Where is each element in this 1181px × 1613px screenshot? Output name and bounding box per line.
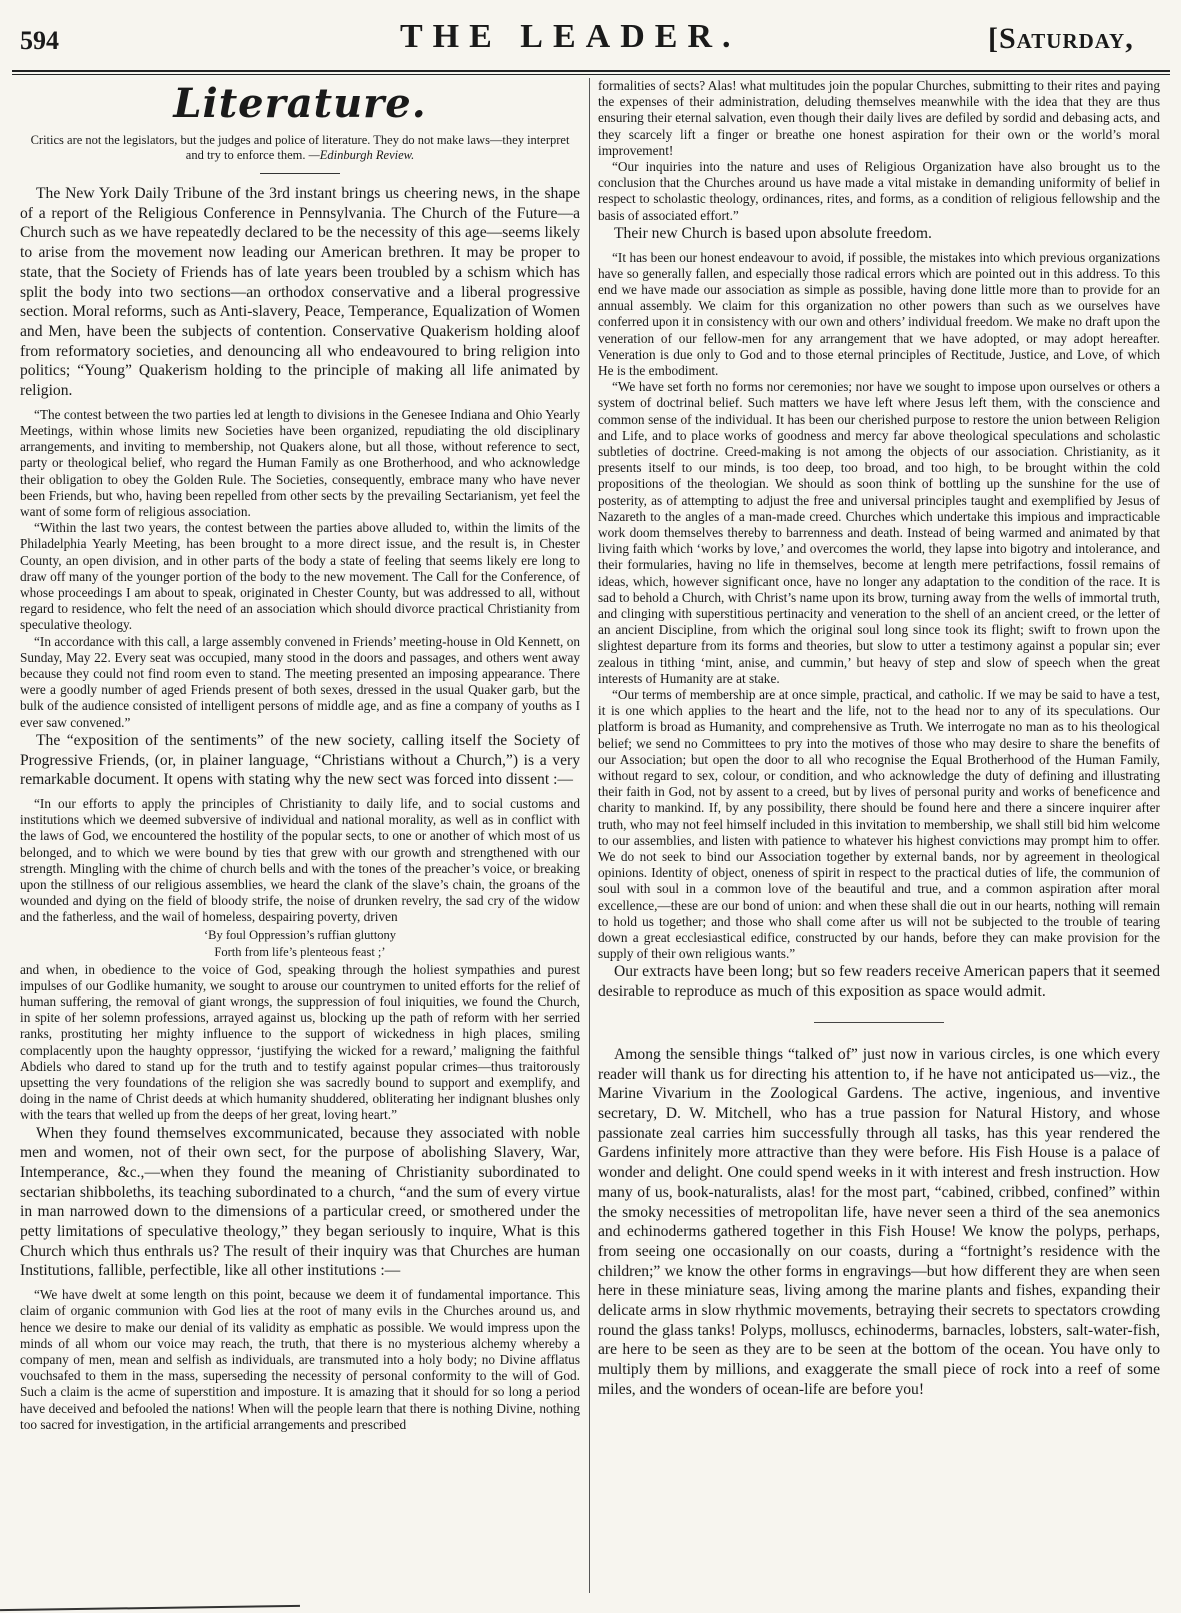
paragraph: and when, in obedience to the voice of God, speaking through the holiest sympathies and purest impulses of our Godlike humanity, we sought to arouse our countrymen to united efforts for the relief of human suffering, the removal of giant wrongs, the suppression of foul iniquities, we found the Church, in spite of her solemn professions, arrayed against us, blocking up the path of reform with her serried ranks, prostituting her mighty influence to the support of wickedness in high places, smiling complacently upon the haughty oppressor, ‘justifying the wicked for a reward,’ maligning the faithful Abdiels who dared to stand up for the truth and to testify against popular crimes—thus traitorously upsetting the very foundations of the religion she was sacredly bound to support and exemplify, and doing in the name of Christ deeds at which humanity shuddered, obliterating her indignant blushes only with the tears that welled up from the deeps of her great, loving heart.” (20, 961, 580, 1123)
verse-line: Forth from life’s plenteous feast ;’ (214, 944, 386, 959)
paragraph: Our extracts have been long; but so few readers receive American papers that it seemed desirable to reproduce as much of this exposition as space would admit. (598, 963, 1160, 1001)
epigraph-source: —Edinburgh Review. (308, 148, 415, 162)
left-column-body (20, 184, 580, 1433)
epigraph-rule (260, 173, 340, 174)
paragraph: “In our efforts to apply the principles of Christianity to daily life, and to social customs and institutions which we deemed subversive of individual and national morality, as well as in conflict with the laws of God, we encountered the hostility of the popular sects, to one or another of which most of us belonged, and to which we were bound by ties that grew with our growth and strengthened with our strength. Mingling with the chime of church bells and with the tones of the preacher’s voice, or breaking upon the stillness of our religious assemblies, we heard the clank of the slave’s chain, the groans of the wounded and dying on the field of bloody strife, the noise of drunken revelry, the sad cry of the widow and the fatherless, and the wail of homeless, despairing poverty, driven (20, 795, 580, 925)
article-separator (814, 1022, 944, 1023)
left-column (20, 78, 580, 1433)
paragraph: “We have set forth no forms nor ceremonies; nor have we sought to impose upon ourselves or others a system of doctrinal belief. Such matters we have left where Jesus left them, with the conscience and common sense of the individual. It has been our cherished purpose to restore the union between Religion and Life, and to place works of goodness and mercy far above theological speculations and scholastic subtleties of doctrine. Creed-making is not among the objects of our association. Christianity, as it presents itself to our minds, is too deep, too broad, and too high, to be brought within the cold propositions of the theologian. We should as soon think of bottling up the sunshine for the use of posterity, as of attempting to adjust the free and universal principles taught and exemplified by Jesus of Nazareth to the angles of a man-made creed. Churches which undertake this impious and impracticable work doom themselves thereby to barrenness and death. Instead of being warmed and animated by that living faith which ‘works by love,’ and overcomes the world, they lapse into bigotry and intolerance, and their formularies, having no life in themselves, become at length mere petrifactions, fossil remains of ideas, which, however significant once, have no longer any adaptation to the condition of the race. It is sad to behold a Church, with Christ’s name upon its brow, turning away from the wells of immortal truth, and clinging with superstitious pertinacity and veneration to the shell of an ancient creed, or the letter of an ancient Discipline, from which the original soul long since took its flight; swift to frown upon the slightest departure from its forms and theories, but slow to utter a testimony against a popular sin; ever zealous in tithing ‘mint, anise, and cummin,’ but heavy of step and slow of speech when the great interests of Humanity are at stake. (598, 379, 1160, 686)
paragraph: “We have dwelt at some length on this point, because we deem it of fundamental importance. This claim of organic communion with God lies at the root of many evils in the Churches around us, and hence we desire to make our denial of its validity as emphatic as possible. We would impress upon the minds of all whom our voice may reach, the truth, that there is no mysterious alchemy whereby a company of men, mean and selfish as individuals, are transmuted into a holy body; no Divine afflatus vouchsafed to them in the mass, superseding the necessity of personal conformity to the will of God. Such a claim is the acme of superstition and imposture. It is amazing that it should for so long a period have deceived and befooled the nations! When will the people learn that there is nothing Divine, nothing too sacred for investigation, in the artificial arrangements and prescribed (20, 1287, 580, 1432)
paragraph: Their new Church is based upon absolute freedom. (614, 224, 932, 242)
paragraph: “Our inquiries into the nature and uses of Religious Organization have also brought us to the conclusion that the Churches around us have made a vital mistake in demanding uniformity of belief in respect to scholastic theology, ordinances, rites, and forms, as a condition of religious fellowship and the basis of associated effort.” (598, 159, 1160, 223)
paragraph: “The contest between the two parties led at length to divisions in the Genesee Indiana and Ohio Yearly Meetings, within whose limits new Societies have been organized, repudiating the old disciplinary arrangements, and inviting to membership, not Quakers alone, but all those, without reference to sect, party or theological belief, who regard the Human Family as one Brotherhood, and who acknowledge their obligation to obey the Golden Rule. The Societies, consequently, embrace many who have never been Friends, but who, having been repelled from other sects by the prevailing Sectarianism, yet feel the want of some form of religious association. (20, 406, 580, 519)
paragraph: The “exposition of the sentiments” of the new society, calling itself the Society of Progressive Friends, (or, in plainer language, “Christians without a Church,”) is a very remarkable document. It opens with stating why the new sect was forced into dissent :— (20, 731, 580, 789)
epigraph-text: Critics are not the legislators, but the judges and police of literature. They do not make laws—they interpret and try to enforce them. (30, 133, 570, 162)
verse-line: ‘By foul Oppression’s ruffian gluttony (203, 927, 397, 942)
paragraph: Among the sensible things “talked of” just now in various circles, is one which every reader will thank us for directing his attention to, if he have not anticipated us—viz., the Marine Vivarium in the Zoological Gardens. The active, ingenious, and inventive secretary, D. W. Mitchell, who has a true passion for Natural History, and whose passionate zeal carries him successfully through all tasks, has this year rendered the Gardens infinitely more attractive than they were before. His Fish House is a palace of wonder and delight. One could spend weeks in it with interest and fresh instruction. How many of us, book-naturalists, alas! for the most part, “cabined, cribbed, confined” within the smoky necessities of metropolitan life, have never seen a third of the sea anemonics and echinoderms gathered together in this Fish House! We know the polyps, perhaps, from seeing one occasionally on our coasts, during a “fortnight’s residence with the children;” we know the other forms in engravings—but how different they are when seen here in these miniature seas, living among the marine plants and fishes, expanding their delicate arms in slow rhythmic movements, betraying their secrets to spectators crowding round the glass tanks! Polyps, molluscs, echinoderms, barnacles, lobsters, salt-water-fish, are here to be seen as they are to be seen at the bottom of the ocean. You have only to multiply them by millions, and exaggerate the small piece of rock into a reef of some miles, and the wonders of ocean-life are before you! (598, 1045, 1160, 1398)
column-divider (589, 78, 590, 1593)
page-number: 594 (20, 26, 59, 55)
paragraph: “It has been our honest endeavour to avoid, if possible, the mistakes into which previous organizations have so generally fallen, and especially those radical errors which are pointed out in this address. To this end we have made our association as simple as possible, having done little more than to provide for an annual assembly. We claim for this organization no other powers than such as we ourselves have conferred upon it in consistency with our own and others’ individual freedom. We make no draft upon the veneration of our fellow-men for any arrangement that we have adopted, or may adopt hereafter. Veneration is due only to God and to those eternal principles of Rectitude, Justice, and Love, of which He is the embodiment. (598, 249, 1160, 378)
right-column-body (598, 78, 1160, 1406)
epigraph (20, 133, 580, 163)
paragraph: “In accordance with this call, a large assembly convened in Friends’ meeting-house in Old Kennett, on Sunday, May 22. Every seat was occupied, many stood in the doors and passages, and others went away because they could not find room even to stand. The meeting presented an imposing appearance. There were a goodly number of aged Friends present of both sexes, dressed in the usual Quaker garb, but the bulk of the audience consisted of intelligent persons of middle age, and as fine a company of youths as I ever saw convened.” (20, 633, 580, 730)
section-title: Literature. (173, 80, 427, 127)
scan-edge (0, 1595, 1181, 1609)
right-column (598, 78, 1160, 1406)
paragraph: “Within the last two years, the contest between the parties above alluded to, within the limits of the Philadelphia Yearly Meeting, has been brought to a more direct issue, and the result is, in Chester County, an open division, and in other parts of the body a state of feeling that seems likely ere long to draw off many of the younger portion of the body to the new movement. The Call for the Conference, of whose proceedings I am about to speak, originated in Chester County, but was addressed to all, without regard to residence, who felt the need of an association which should divorce practical Christianity from speculative theology. (20, 520, 580, 633)
masthead-title: THE LEADER. (400, 18, 741, 55)
paragraph: formalities of sects? Alas! what multitudes join the popular Churches, submitting to their rites and paying the expenses of their administration, deluding themselves meanwhile with the idea that they are thus ensuring their eternal salvation, even though their daily lives are defiled by sordid and debasing acts, and they scarcely lift a finger or breathe one honest aspiration for their own or the world’s moral improvement! (598, 78, 1160, 158)
paragraph: When they found themselves excommunicated, because they associated with noble men and women, not of their own sect, for the purpose of abolishing Slavery, War, Intemperance, &c.,—when they found the meaning of Christianity subordinated to sectarian shibboleths, its teaching subordinated to a church, “and the sum of every virtue in man narrowed down to the dimensions of a particular creed, or smothered under the petty limitations of speculative theology,” they began seriously to inquire, What is this Church which thus enthrals us? The result of their inquiry was that Churches are human Institutions, fallible, perfectible, like all other institutions :— (20, 1124, 580, 1280)
issue-day: [Saturday, (988, 22, 1134, 55)
header-rule (12, 70, 1170, 72)
header-rule-thin (12, 74, 1170, 75)
paragraph: The New York Daily Tribune of the 3rd instant brings us cheering news, in the shape of a report of the Religious Conference in Pennsylvania. The Church of the Future—a Church such as we have repeatedly declared to be the necessity of this age—seems likely to arise from the movement now leading our American brethren. It may be proper to state, that the Society of Friends has of late years been troubled by a schism which has split the body into two sections—an orthodox conservative and a liberal progressive section. Moral reforms, such as Anti-slavery, Peace, Temperance, Equalization of Women and Men, have been the subjects of contention. Conservative Quakerism holding aloof from reformatory societies, and denouncing all who endeavoured to bring religion into politics; “Young” Quakerism holding to the principle of making all life animated by religion. (20, 185, 580, 400)
paragraph: “Our terms of membership are at once simple, practical, and catholic. If we may be said to have a test, it is one which applies to the heart and the life, not to the head nor to any of its speculations. Our platform is broad as Humanity, and comprehensive as Truth. We interrogate no man as to his theological belief; we send no Committees to pry into the motives of those who may desire to share the benefits of our Association; but open the door to all who recognise the Equal Brotherhood of the Human Family, without regard to sex, colour, or condition, and who acknowledge the duty of defining and illustrating their faith in God, not by assent to a creed, but by lives of personal purity and works of beneficence and charity to mankind. If, by any possibility, there should be found here and there a sincere inquirer after truth, who may not feel himself included in this invitation to membership, we shall still bid him welcome to our assemblies, and listen with patience to whatever his highest convictions may prompt him to offer. We do not seek to bind our Association together by external bands, nor by agreement in theological opinions. Identity of object, oneness of spirit in respect to the practical duties of life, the communion of soul with soul in a common love of the beautiful and true, and a common aspiration after moral excellence,—these are our bond of union: and when these shall die out in our hearts, nothing will remain to hold us together; and those who shall come after us will not be subjected to the trouble of tearing down a great ecclesiastical edifice, constructed by our hands, before they can make provision for the supply of their own religious wants.” (598, 687, 1160, 962)
